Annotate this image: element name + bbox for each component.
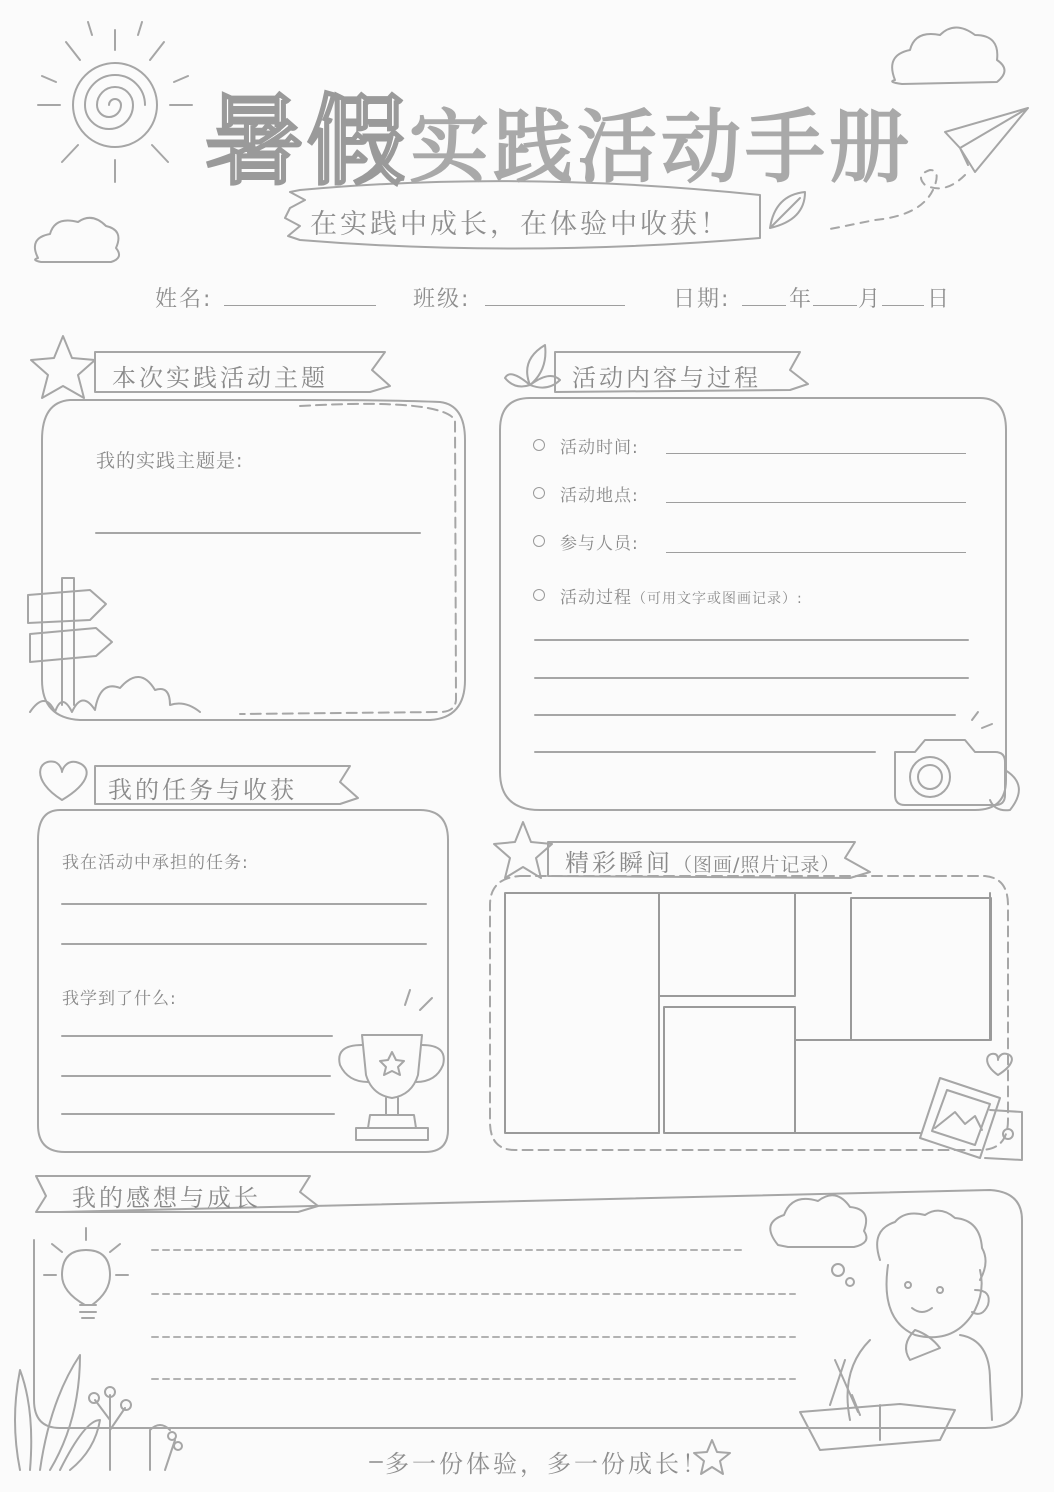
bullet-icon bbox=[533, 535, 545, 547]
theme-answer-field[interactable] bbox=[96, 500, 420, 534]
boy-illustration bbox=[800, 1211, 992, 1450]
class-field[interactable] bbox=[485, 305, 625, 306]
process-label bbox=[560, 583, 803, 608]
activity-time-label: 活动时间: bbox=[560, 438, 639, 458]
heart-icon bbox=[40, 762, 87, 800]
name-label: 姓名: bbox=[155, 287, 213, 312]
day-field[interactable] bbox=[882, 305, 924, 306]
star-icon bbox=[31, 336, 95, 398]
subtitle: 在实践中成长，在体验中收获！ bbox=[310, 209, 730, 240]
trophy-icon bbox=[339, 990, 444, 1140]
process-label-text: 活动过程 bbox=[560, 588, 632, 608]
moments-note: （图画/照片记录） bbox=[673, 854, 841, 876]
activity-place-field[interactable] bbox=[666, 502, 966, 503]
footer-slogan: 多一份体验，多一份成长！ bbox=[385, 1450, 709, 1478]
activity-place-label: 活动地点: bbox=[560, 486, 639, 506]
theme-prompt: 我的实践主题是: bbox=[96, 450, 244, 472]
theme-section-title: 本次实践活动主题 bbox=[112, 364, 328, 392]
page-title bbox=[205, 62, 913, 202]
bullet-icon bbox=[533, 589, 545, 601]
task-answer-area[interactable] bbox=[62, 880, 426, 946]
tasks-section-title: 我的任务与收获 bbox=[108, 776, 297, 804]
signpost-icon bbox=[28, 578, 200, 712]
participants-field[interactable] bbox=[666, 552, 966, 553]
learned-prompt: 我学到了什么: bbox=[62, 989, 177, 1009]
sprout-icon bbox=[505, 345, 560, 388]
photo-grid[interactable] bbox=[505, 893, 991, 1133]
cloud-icon bbox=[35, 218, 119, 262]
month-field[interactable] bbox=[813, 305, 857, 306]
reflection-answer-area[interactable] bbox=[152, 1232, 795, 1382]
reflection-section-title: 我的感想与成长 bbox=[72, 1184, 261, 1212]
bullet-icon bbox=[533, 439, 545, 451]
task-prompt: 我在活动中承担的任务: bbox=[62, 853, 249, 873]
sun-icon bbox=[38, 22, 192, 182]
class-label: 班级: bbox=[413, 287, 471, 312]
star-icon bbox=[494, 822, 552, 878]
activity-time-field[interactable] bbox=[666, 453, 966, 454]
name-field[interactable] bbox=[224, 305, 376, 306]
learned-answer-area[interactable] bbox=[62, 1012, 334, 1116]
content-section-title: 活动内容与过程 bbox=[572, 364, 761, 392]
process-note: （可用文字或图画记录）: bbox=[632, 591, 803, 607]
title-highlight: 暑假 bbox=[205, 84, 410, 199]
moments-section-title bbox=[565, 843, 840, 878]
year-label: 年 bbox=[789, 287, 814, 312]
participants-label: 参与人员: bbox=[560, 534, 639, 554]
year-field[interactable] bbox=[742, 305, 786, 306]
month-label: 月 bbox=[858, 287, 883, 312]
title-main: 实践活动手册 bbox=[409, 100, 914, 194]
moments-title-text: 精彩瞬间 bbox=[565, 849, 673, 877]
date-label: 日期: bbox=[673, 287, 731, 312]
bullet-icon bbox=[533, 487, 545, 499]
process-answer-area[interactable] bbox=[535, 620, 968, 755]
day-label: 日 bbox=[927, 287, 952, 312]
lightbulb-icon bbox=[44, 1228, 128, 1318]
